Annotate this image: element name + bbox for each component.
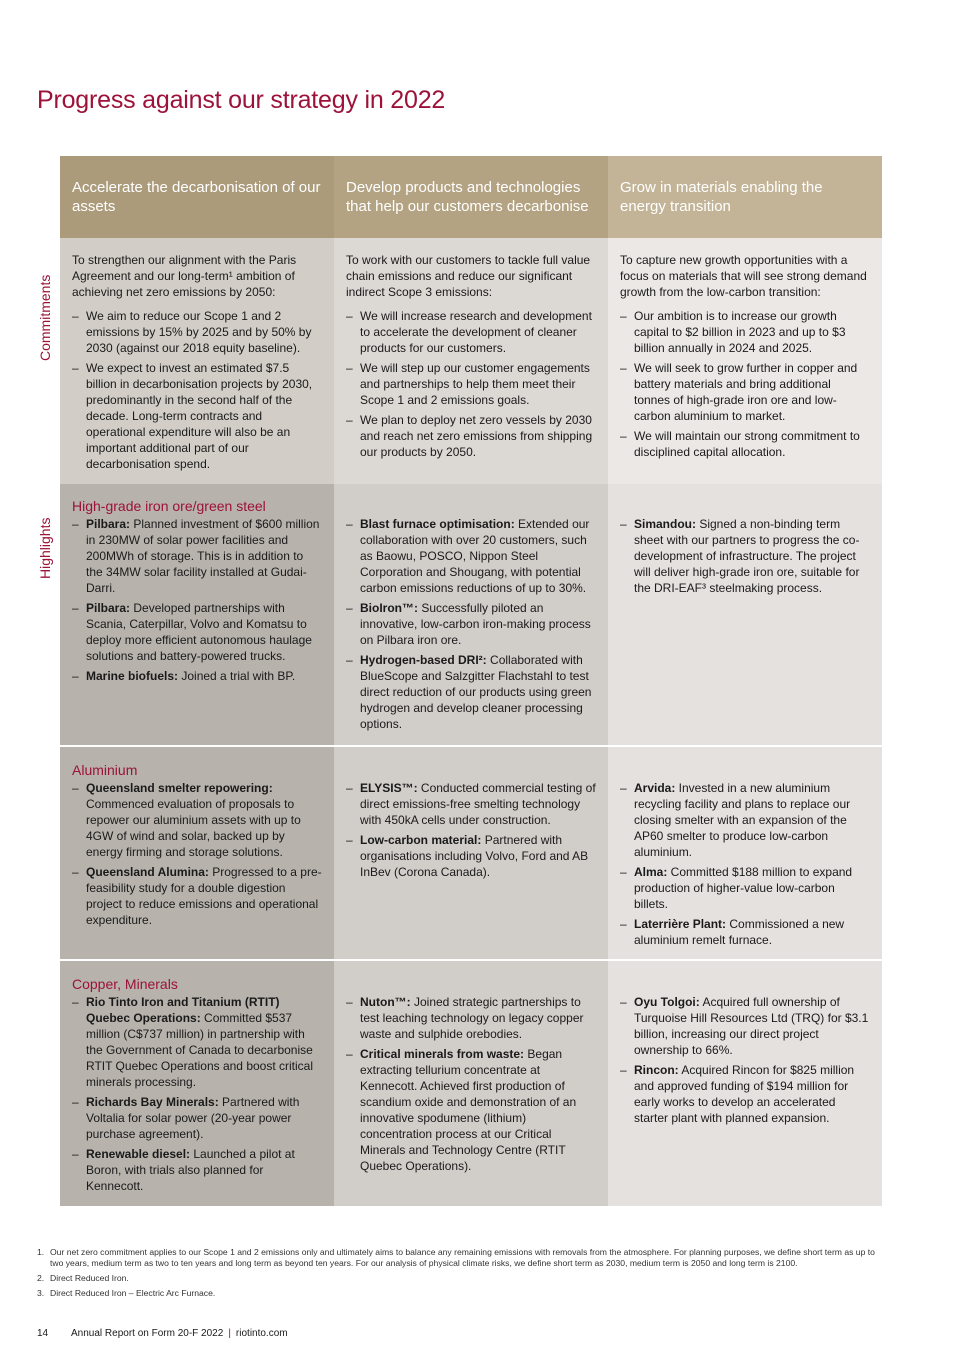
commitment-intro: To capture new growth opportunities with a focus on materials that will see strong demand growth from the low-carbon transition:: [620, 253, 867, 299]
highlight-cell: [608, 747, 882, 959]
list-item: – Low-carbon material: Partnered with organisations including Volvo, Ford and AB InBev (Corona Canada).: [346, 832, 596, 880]
commitment-intro: To work with our customers to tackle full value chain emissions and reduce our significant indirect Scope 3 emissions:: [346, 253, 591, 299]
highlights-label: Highlights: [37, 517, 53, 579]
commitments-row: [60, 238, 882, 484]
highlight-cell: [334, 747, 608, 959]
highlights-row-iron-ore: [60, 484, 882, 745]
list-item: – Rio Tinto Iron and Titanium (RTIT) Quebec Operations: Committed $537 million (C$737 million) in partnership with the Government of Canada to decarbonise RTIT Quebec Operations and boost critical minerals processing.: [72, 994, 322, 1090]
list-item: – We will step up our customer engagements and partnerships to help them meet their Scope 1 and 2 emissions goals.: [346, 360, 596, 408]
list-item: – Rincon: Acquired Rincon for $825 million and approved funding of $194 million for early works to develop an accelerated starter plant with planned expansion.: [620, 1062, 870, 1126]
commitment-cell: [334, 238, 608, 484]
highlights-row-copper-minerals: [60, 961, 882, 1206]
strategy-table: [60, 156, 882, 1206]
list-item: – Pilbara: Planned investment of $600 million in 230MW of solar power facilities and 200MWh of storage. This is in addition to the 34MW solar facility installed at Gudai-Darri.: [72, 516, 322, 596]
list-item: – Arvida: Invested in a new aluminium recycling facility and plans to replace our closing smelter with an expansion of the AP60 smelter to produce low-carbon aluminium.: [620, 780, 870, 860]
list-item: – Laterrière Plant: Commissioned a new aluminium remelt furnace.: [620, 916, 870, 948]
column-headers: [60, 156, 882, 238]
list-item: – Marine biofuels: Joined a trial with BP.: [72, 668, 322, 684]
list-item: – Renewable diesel: Launched a pilot at Boron, with trials also planned for Kennecott.: [72, 1146, 322, 1194]
list-item: – We will maintain our strong commitment to disciplined capital allocation.: [620, 428, 870, 460]
list-item: – We will seek to grow further in copper and battery materials and bring additional tonnes of high-grade iron ore and low-carbon aluminium to market.: [620, 360, 870, 424]
list-item: – We aim to reduce our Scope 1 and 2 emissions by 15% by 2025 and by 50% by 2030 (against our 2018 equity baseline).: [72, 308, 322, 356]
list-item: – Alma: Committed $188 million to expand production of higher-value low-carbon billets.: [620, 864, 870, 912]
highlight-cell: [60, 747, 334, 959]
list-item: – Our ambition is to increase our growth capital to $2 billion in 2023 and up to $3 billion annually in 2024 and 2025.: [620, 308, 870, 356]
commitment-cell: [60, 238, 334, 484]
list-item: – Pilbara: Developed partnerships with Scania, Caterpillar, Volvo and Komatsu to deploy more efficient autonomous haulage solutions and battery-powered trucks.: [72, 600, 322, 664]
list-item: – Queensland Alumina: Progressed to a pre-feasibility study for a double digestion project to reduce emissions and operational expenditure.: [72, 864, 322, 928]
list-item: – Queensland smelter repowering: Commenced evaluation of proposals to repower our aluminium assets with up to 4GW of wind and solar, backed up by energy firming and storage solutions.: [72, 780, 322, 860]
list-item: – Simandou: Signed a non-binding term sheet with our partners to progress the co-development of infrastructure. The project will deliver high-grade iron ore, suitable for the DRI-EAF³ steelmaking process.: [620, 516, 870, 596]
highlights-row-aluminium: [60, 747, 882, 959]
category-title: Copper, Minerals: [72, 976, 178, 992]
list-item: – ELYSIS™: Conducted commercial testing of direct emissions-free smelting technology with 450kA cells under construction.: [346, 780, 596, 828]
column-header-decarbonise-assets: Accelerate the decarbonisation of our assets: [60, 156, 334, 238]
list-item: – Oyu Tolgoi: Acquired full ownership of Turquoise Hill Resources Ltd (TRQ) for $3.1 billion, increasing our direct project ownership to 66%.: [620, 994, 870, 1058]
list-item: – Critical minerals from waste: Began extracting tellurium concentrate at Kennecott. Achieved first production of scandium oxide and demonstration of an innovative spodumene (lithium) concentration process at our Critical Minerals and Technology Centre (RTIT Quebec Operations).: [346, 1046, 596, 1174]
commitment-intro: To strengthen our alignment with the Paris Agreement and our long-term¹ ambition of achieving net zero emissions by 2050:: [72, 253, 297, 299]
footnotes: [37, 1247, 887, 1303]
highlight-cell: [60, 961, 334, 1206]
highlight-cell: [608, 484, 882, 745]
footer-separator: |: [228, 1328, 231, 1339]
page-footer: [37, 1328, 288, 1339]
list-item: – We plan to deploy net zero vessels by 2030 and reach net zero emissions from shipping our products by 2050.: [346, 412, 596, 460]
column-header-energy-transition: Grow in materials enabling the energy transition: [608, 156, 882, 238]
website: riotinto.com: [235, 1328, 288, 1339]
list-item: – Richards Bay Minerals: Partnered with Voltalia for solar power (20-year power purchase agreement).: [72, 1094, 322, 1142]
commitment-cell: [608, 238, 882, 484]
highlight-cell: [60, 484, 334, 745]
category-title: Aluminium: [72, 762, 138, 778]
commitments-label: Commitments: [37, 274, 53, 361]
page-number: 14: [37, 1328, 49, 1339]
list-item: – Nuton™: Joined strategic partnerships to test leaching technology on legacy copper waste and sulphide orebodies.: [346, 994, 596, 1042]
footnote: 2. Direct Reduced Iron.: [37, 1273, 129, 1283]
footnote: 3. Direct Reduced Iron – Electric Arc Furnace.: [37, 1288, 216, 1298]
list-item: – Blast furnace optimisation: Extended our collaboration with over 20 customers, such as Baowu, POSCO, Nippon Steel Corporation and Shougang, with potential carbon emissions reductions of up to 30%.: [346, 516, 596, 596]
highlight-cell: [334, 961, 608, 1206]
list-item: – We will increase research and development to accelerate the development of cleaner products for our customers.: [346, 308, 596, 356]
footnote: 1. Our net zero commitment applies to our Scope 1 and 2 emissions only and ultimately aims to balance any remaining emissions with removals from the atmosphere. For planning purposes, we define short term as up to two years, medium term as two to ten years and long term as beyond ten years. For our analysis of physical climate risks, we define short term as 2030, medium term is 2050 and long term is 2100.: [37, 1247, 875, 1268]
category-title: High-grade iron ore/green steel: [72, 498, 266, 514]
column-header-customer-products: Develop products and technologies that help our customers decarbonise: [334, 156, 608, 238]
report-name: Annual Report on Form 20-F 2022: [71, 1328, 224, 1339]
list-item: – We expect to invest an estimated $7.5 billion in decarbonisation projects by 2030, predominantly in the second half of the decade. Long-term contracts and operational expenditure will also be an important additional part of our decarbonisation spend.: [72, 360, 322, 472]
list-item: – BioIron™: Successfully piloted an innovative, low-carbon iron-making process on Pilbara iron ore.: [346, 600, 596, 648]
highlight-cell: [608, 961, 882, 1206]
list-item: – Hydrogen-based DRI²: Collaborated with BlueScope and Salzgitter Flachstahl to test direct reduction of our products using green hydrogen and develop cleaner processing options.: [346, 652, 596, 732]
highlight-cell: [334, 484, 608, 745]
page-title: Progress against our strategy in 2022: [37, 86, 446, 114]
